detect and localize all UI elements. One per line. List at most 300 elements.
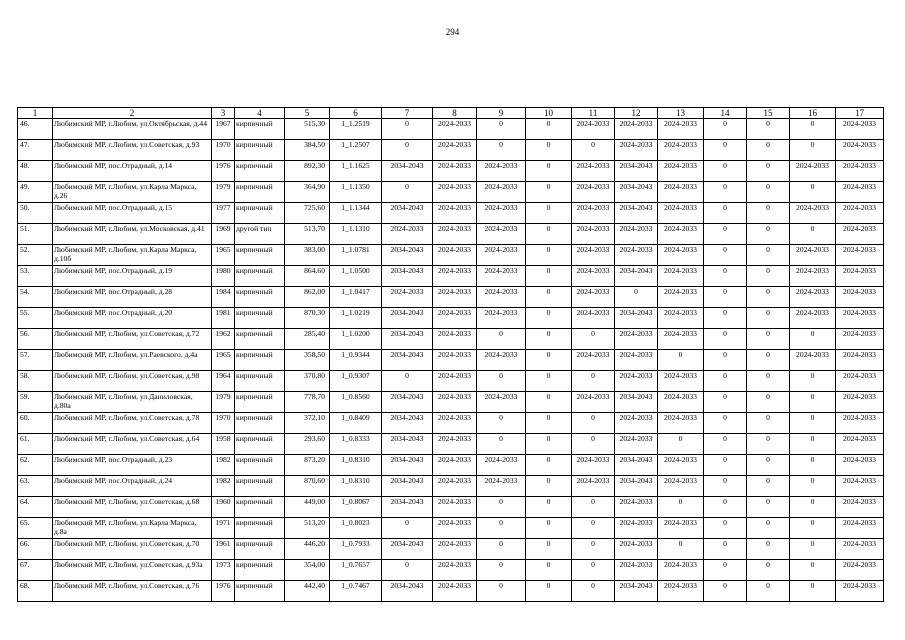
year-cell: 1960: [212, 497, 235, 518]
table-cell: 0: [704, 581, 747, 602]
table-cell: 0: [526, 518, 572, 539]
row-number-cell: 53.: [18, 266, 53, 287]
table-cell: 2024-2033: [658, 308, 704, 329]
address-cell: Любимский МР, г.Любим, ул.Октябрьская, д.44: [53, 119, 212, 140]
table-cell: 0: [704, 434, 747, 455]
table-cell: 0: [790, 392, 836, 413]
table-row: [18, 497, 884, 518]
year-cell: 1979: [212, 392, 235, 413]
table-cell: 0: [477, 581, 526, 602]
area-cell: 778,70: [285, 392, 330, 413]
column-header-17: 17: [836, 108, 884, 119]
table-cell: 2024-2033: [433, 266, 477, 287]
table-cell: 0: [526, 350, 572, 371]
table-cell: 2024-2033: [477, 308, 526, 329]
wall-material-cell: кирпичный: [235, 581, 285, 602]
table-cell: 0: [790, 371, 836, 392]
rating-cell: 1_1.1344: [330, 203, 382, 224]
table-cell: 0: [790, 413, 836, 434]
table-cell: 0: [658, 434, 704, 455]
year-cell: 1962: [212, 329, 235, 350]
table-cell: 2034-2043: [382, 266, 433, 287]
rating-cell: 1_0.8023: [330, 518, 382, 539]
row-number-cell: 50.: [18, 203, 53, 224]
row-number-cell: 65.: [18, 518, 53, 539]
row-number-cell: 61.: [18, 434, 53, 455]
column-header-9: 9: [477, 108, 526, 119]
table-cell: 2024-2033: [790, 350, 836, 371]
table-cell: 0: [658, 350, 704, 371]
table-cell: 2024-2033: [790, 161, 836, 182]
row-number-cell: 67.: [18, 560, 53, 581]
table-cell: 0: [572, 329, 615, 350]
table-cell: 0: [477, 413, 526, 434]
table-cell: 2024-2033: [572, 119, 615, 140]
table-cell: 0: [704, 539, 747, 560]
column-header-11: 11: [572, 108, 615, 119]
table-cell: 0: [747, 560, 790, 581]
table-row: [18, 308, 884, 329]
table-cell: 0: [747, 350, 790, 371]
row-number-cell: 66.: [18, 539, 53, 560]
address-cell: Любимский МР, г.Любим, ул.Московская, д.41: [53, 224, 212, 245]
table-cell: 2024-2033: [836, 140, 884, 161]
table-cell: 2024-2033: [572, 476, 615, 497]
table-cell: 2024-2033: [615, 539, 658, 560]
address-cell: Любимский МР, г.Любим, ул.Карла Маркса, д.10б: [53, 245, 212, 266]
table-cell: 0: [526, 392, 572, 413]
table-cell: 2034-2043: [382, 245, 433, 266]
table-cell: 2024-2033: [836, 161, 884, 182]
table-cell: 0: [790, 455, 836, 476]
year-cell: 1976: [212, 581, 235, 602]
table-cell: 2024-2033: [836, 581, 884, 602]
column-header-1: 1: [18, 108, 53, 119]
table-cell: 2024-2033: [433, 518, 477, 539]
table-cell: 0: [615, 287, 658, 308]
table-cell: 0: [526, 455, 572, 476]
year-cell: 1981: [212, 308, 235, 329]
table-cell: 2034-2043: [615, 266, 658, 287]
table-cell: 0: [526, 224, 572, 245]
address-cell: Любимский МР, пос.Отрадный, д.19: [53, 266, 212, 287]
wall-material-cell: кирпичный: [235, 434, 285, 455]
table-cell: 2024-2033: [477, 350, 526, 371]
table-cell: 2034-2043: [615, 182, 658, 203]
table-cell: 0: [572, 581, 615, 602]
table-row: [18, 350, 884, 371]
rating-cell: 1_0.9344: [330, 350, 382, 371]
area-cell: 293,60: [285, 434, 330, 455]
table-cell: 2024-2033: [658, 119, 704, 140]
table-cell: 0: [790, 581, 836, 602]
row-number-cell: 63.: [18, 476, 53, 497]
table-cell: 0: [526, 161, 572, 182]
wall-material-cell: кирпичный: [235, 560, 285, 581]
table-row: [18, 560, 884, 581]
housing-registry-table: [17, 107, 884, 602]
table-cell: 2034-2043: [382, 581, 433, 602]
table-cell: 2024-2033: [572, 224, 615, 245]
row-number-cell: 68.: [18, 581, 53, 602]
table-cell: 2024-2033: [477, 245, 526, 266]
table-cell: 2024-2033: [836, 245, 884, 266]
table-cell: 0: [526, 539, 572, 560]
table-cell: 0: [382, 371, 433, 392]
table-cell: 2024-2033: [836, 413, 884, 434]
column-header-3: 3: [212, 108, 235, 119]
area-cell: 372,10: [285, 413, 330, 434]
table-cell: 0: [382, 119, 433, 140]
row-number-cell: 52.: [18, 245, 53, 266]
table-cell: 2024-2033: [658, 413, 704, 434]
table-cell: 0: [526, 287, 572, 308]
table-cell: 0: [747, 119, 790, 140]
table-cell: 0: [526, 497, 572, 518]
table-cell: 2024-2033: [477, 266, 526, 287]
rating-cell: 1_0.8310: [330, 455, 382, 476]
year-cell: 1984: [212, 287, 235, 308]
table-cell: 0: [747, 140, 790, 161]
table-cell: 0: [704, 371, 747, 392]
table-cell: 0: [526, 140, 572, 161]
table-cell: 0: [704, 476, 747, 497]
table-cell: 2024-2033: [615, 560, 658, 581]
area-cell: 873,20: [285, 455, 330, 476]
rating-cell: 1_1.0500: [330, 266, 382, 287]
table-cell: 2024-2033: [658, 518, 704, 539]
wall-material-cell: кирпичный: [235, 161, 285, 182]
row-number-cell: 46.: [18, 119, 53, 140]
table-cell: 2024-2033: [572, 287, 615, 308]
address-cell: Любимский МР, г.Любим, ул.Советская, д.68: [53, 497, 212, 518]
row-number-cell: 51.: [18, 224, 53, 245]
rating-cell: 1_0.8409: [330, 413, 382, 434]
table-cell: 2024-2033: [615, 518, 658, 539]
table-cell: 0: [704, 497, 747, 518]
address-cell: Любимский МР, пос.Отрадный, д.14: [53, 161, 212, 182]
table-cell: 0: [572, 497, 615, 518]
wall-material-cell: кирпичный: [235, 329, 285, 350]
table-cell: 0: [572, 560, 615, 581]
table-cell: 2024-2033: [615, 350, 658, 371]
table-row: [18, 182, 884, 203]
column-header-8: 8: [433, 108, 477, 119]
rating-cell: 1_1.2519: [330, 119, 382, 140]
address-cell: Любимский МР, пос.Отрадный, д.15: [53, 203, 212, 224]
table-cell: 0: [572, 371, 615, 392]
table-cell: 2024-2033: [836, 182, 884, 203]
table-cell: 0: [747, 371, 790, 392]
table-cell: 2024-2033: [433, 350, 477, 371]
table-cell: 0: [747, 308, 790, 329]
table-cell: 2024-2033: [477, 392, 526, 413]
table-cell: 2024-2033: [477, 287, 526, 308]
table-cell: 2024-2033: [477, 476, 526, 497]
table-cell: 2024-2033: [658, 161, 704, 182]
table-row: [18, 581, 884, 602]
wall-material-cell: кирпичный: [235, 392, 285, 413]
wall-material-cell: кирпичный: [235, 476, 285, 497]
table-cell: 0: [526, 266, 572, 287]
area-cell: 870,60: [285, 476, 330, 497]
area-cell: 862,00: [285, 287, 330, 308]
table-cell: 2024-2033: [836, 434, 884, 455]
table-cell: 2024-2033: [658, 560, 704, 581]
table-row: [18, 266, 884, 287]
table-cell: 2034-2043: [615, 161, 658, 182]
table-cell: 0: [572, 140, 615, 161]
table-cell: 2024-2033: [658, 455, 704, 476]
table-cell: 0: [572, 518, 615, 539]
table-cell: 2024-2033: [433, 287, 477, 308]
table-cell: 2024-2033: [836, 476, 884, 497]
table-cell: 0: [790, 140, 836, 161]
rating-cell: 1_1.0200: [330, 329, 382, 350]
rating-cell: 1_1.1625: [330, 161, 382, 182]
row-number-cell: 64.: [18, 497, 53, 518]
table-cell: 0: [477, 497, 526, 518]
table-cell: 2034-2043: [615, 203, 658, 224]
table-cell: 2024-2033: [433, 245, 477, 266]
table-cell: 0: [704, 287, 747, 308]
table-row: [18, 119, 884, 140]
table-cell: 2024-2033: [433, 182, 477, 203]
wall-material-cell: кирпичный: [235, 539, 285, 560]
wall-material-cell: кирпичный: [235, 455, 285, 476]
wall-material-cell: кирпичный: [235, 182, 285, 203]
table-cell: 0: [790, 329, 836, 350]
table-cell: 2024-2033: [790, 245, 836, 266]
wall-material-cell: кирпичный: [235, 308, 285, 329]
table-cell: 0: [526, 245, 572, 266]
rating-cell: 1_0.8560: [330, 392, 382, 413]
table-cell: 2024-2033: [658, 329, 704, 350]
table-cell: 2034-2043: [615, 308, 658, 329]
table-cell: 0: [477, 119, 526, 140]
year-cell: 1980: [212, 266, 235, 287]
table-row: [18, 245, 884, 266]
table-cell: 2024-2033: [477, 455, 526, 476]
area-cell: 383,00: [285, 245, 330, 266]
table-cell: 0: [747, 518, 790, 539]
table-cell: 2024-2033: [658, 182, 704, 203]
table-cell: 0: [526, 476, 572, 497]
table-cell: 2024-2033: [477, 203, 526, 224]
rating-cell: 1_0.7933: [330, 539, 382, 560]
year-cell: 1965: [212, 350, 235, 371]
table-cell: 2024-2033: [836, 350, 884, 371]
table-cell: 2024-2033: [615, 329, 658, 350]
table-cell: 2024-2033: [477, 224, 526, 245]
address-cell: Любимский МР, пос.Отрадный, д.24: [53, 476, 212, 497]
table-cell: 0: [747, 329, 790, 350]
table-cell: 2024-2033: [836, 392, 884, 413]
column-header-10: 10: [526, 108, 572, 119]
area-cell: 864,60: [285, 266, 330, 287]
area-cell: 449,00: [285, 497, 330, 518]
address-cell: Любимский МР, г.Любим, ул.Советская, д.64: [53, 434, 212, 455]
row-number-cell: 62.: [18, 455, 53, 476]
table-cell: 0: [704, 182, 747, 203]
table-cell: 2024-2033: [836, 308, 884, 329]
header-row: [18, 108, 884, 119]
wall-material-cell: кирпичный: [235, 350, 285, 371]
table-cell: 0: [704, 329, 747, 350]
table-cell: 2024-2033: [477, 182, 526, 203]
table-row: [18, 518, 884, 539]
table-cell: 2034-2043: [382, 161, 433, 182]
table-cell: 2024-2033: [658, 224, 704, 245]
address-cell: Любимский МР, г.Любим, ул.Советская, д.78: [53, 413, 212, 434]
table-cell: 2024-2033: [836, 518, 884, 539]
table-cell: 2024-2033: [658, 476, 704, 497]
table-cell: 0: [747, 182, 790, 203]
address-cell: Любимский МР, пос.Отрадный, д.28: [53, 287, 212, 308]
row-number-cell: 58.: [18, 371, 53, 392]
table-row: [18, 455, 884, 476]
table-cell: 0: [526, 434, 572, 455]
wall-material-cell: кирпичный: [235, 287, 285, 308]
area-cell: 870,30: [285, 308, 330, 329]
address-cell: Любимский МР, г.Любим, ул.Советская, д.70: [53, 539, 212, 560]
table-cell: 0: [477, 560, 526, 581]
row-number-cell: 54.: [18, 287, 53, 308]
year-cell: 1976: [212, 161, 235, 182]
table-cell: 0: [747, 581, 790, 602]
table-cell: 2024-2033: [836, 560, 884, 581]
table-cell: 2024-2033: [433, 392, 477, 413]
table-cell: 2034-2043: [615, 455, 658, 476]
table-row: [18, 140, 884, 161]
address-cell: Любимский МР, г.Любим, ул.Карла Маркса, д.26: [53, 182, 212, 203]
column-header-4: 4: [235, 108, 285, 119]
year-cell: 1961: [212, 539, 235, 560]
table-row: [18, 287, 884, 308]
table-cell: 0: [790, 434, 836, 455]
table-cell: 2024-2033: [658, 392, 704, 413]
table-cell: 2024-2033: [615, 245, 658, 266]
table-cell: 0: [382, 140, 433, 161]
area-cell: 515,30: [285, 119, 330, 140]
year-cell: 1970: [212, 140, 235, 161]
table-cell: 0: [704, 224, 747, 245]
row-number-cell: 60.: [18, 413, 53, 434]
table-cell: 0: [704, 140, 747, 161]
table-cell: 0: [382, 182, 433, 203]
table-cell: 2024-2033: [836, 497, 884, 518]
table-cell: 0: [477, 518, 526, 539]
area-cell: 285,40: [285, 329, 330, 350]
table-cell: 2024-2033: [433, 161, 477, 182]
table-cell: 2024-2033: [615, 413, 658, 434]
table-cell: 0: [382, 518, 433, 539]
table-row: [18, 413, 884, 434]
area-cell: 364,90: [285, 182, 330, 203]
wall-material-cell: кирпичный: [235, 203, 285, 224]
rating-cell: 1_1.1350: [330, 182, 382, 203]
table-cell: 2024-2033: [836, 371, 884, 392]
table-cell: 0: [477, 371, 526, 392]
table-cell: 2024-2033: [572, 182, 615, 203]
table-cell: 0: [658, 539, 704, 560]
address-cell: Любимский МР, г.Любим, ул.Советская, д.98: [53, 371, 212, 392]
table-cell: 0: [790, 182, 836, 203]
table-cell: 0: [747, 224, 790, 245]
address-cell: Любимский МР, г.Любим, ул.Советская, д.72: [53, 329, 212, 350]
column-header-16: 16: [790, 108, 836, 119]
table-cell: 0: [747, 497, 790, 518]
table-cell: 0: [747, 392, 790, 413]
table-cell: 2024-2033: [658, 371, 704, 392]
table-cell: 0: [747, 161, 790, 182]
table-cell: 0: [747, 413, 790, 434]
table-cell: 0: [526, 371, 572, 392]
table-cell: 0: [704, 203, 747, 224]
table-cell: 0: [526, 329, 572, 350]
rating-cell: 1_1.0781: [330, 245, 382, 266]
column-header-15: 15: [747, 108, 790, 119]
address-cell: Любимский МР, г.Любим, ул.Раевского, д.4а: [53, 350, 212, 371]
table-cell: 2024-2033: [836, 329, 884, 350]
table-cell: 0: [477, 434, 526, 455]
table-cell: 2024-2033: [658, 581, 704, 602]
table-cell: 0: [747, 266, 790, 287]
table-cell: 2024-2033: [572, 308, 615, 329]
wall-material-cell: кирпичный: [235, 119, 285, 140]
table-cell: 2024-2033: [572, 350, 615, 371]
table-cell: 2034-2043: [382, 434, 433, 455]
table-cell: 2024-2033: [790, 308, 836, 329]
year-cell: 1977: [212, 203, 235, 224]
table-cell: 2024-2033: [477, 161, 526, 182]
table-row: [18, 392, 884, 413]
column-header-5: 5: [285, 108, 330, 119]
table-cell: 0: [747, 203, 790, 224]
table-row: [18, 371, 884, 392]
table-cell: 2034-2043: [615, 581, 658, 602]
table-cell: 0: [526, 581, 572, 602]
rating-cell: 1_0.9307: [330, 371, 382, 392]
table-cell: 2024-2033: [790, 203, 836, 224]
table-cell: 0: [747, 476, 790, 497]
table-cell: 2024-2033: [382, 287, 433, 308]
table-row: [18, 224, 884, 245]
rating-cell: 1_1.0417: [330, 287, 382, 308]
table-cell: 2024-2033: [836, 455, 884, 476]
table-cell: 2024-2033: [615, 224, 658, 245]
wall-material-cell: кирпичный: [235, 518, 285, 539]
table-cell: 2034-2043: [382, 497, 433, 518]
page-number: 294: [445, 27, 460, 37]
table-cell: 2024-2033: [433, 119, 477, 140]
table-cell: 0: [526, 308, 572, 329]
area-cell: 513,20: [285, 518, 330, 539]
table-cell: 0: [790, 539, 836, 560]
table-cell: 2024-2033: [615, 371, 658, 392]
table-cell: 0: [704, 518, 747, 539]
column-header-2: 2: [53, 108, 212, 119]
table-cell: 0: [382, 560, 433, 581]
address-cell: Любимский МР, г.Любим, ул.Советская, д.93а: [53, 560, 212, 581]
row-number-cell: 57.: [18, 350, 53, 371]
table-cell: 0: [790, 119, 836, 140]
table-cell: 2024-2033: [433, 455, 477, 476]
year-cell: 1958: [212, 434, 235, 455]
table-row: [18, 329, 884, 350]
table-cell: 0: [704, 119, 747, 140]
table-cell: 0: [704, 413, 747, 434]
